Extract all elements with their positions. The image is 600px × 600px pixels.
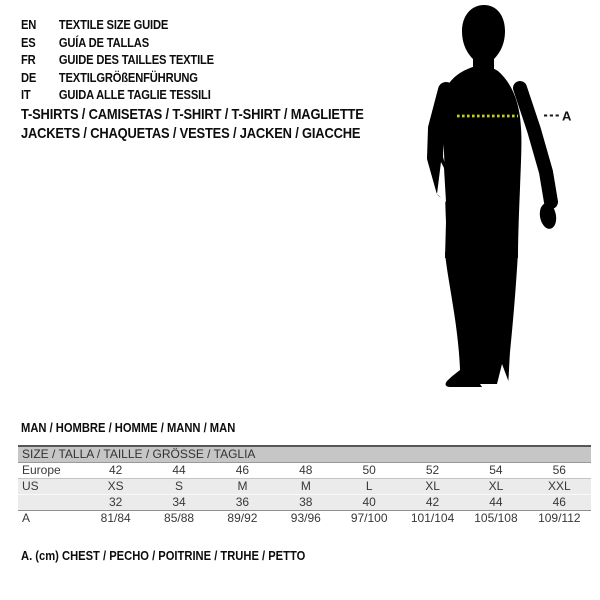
silhouette-torso <box>442 66 522 258</box>
language-title-list <box>21 16 245 104</box>
size-cell: 56 <box>552 463 566 477</box>
size-cell: 54 <box>489 463 503 477</box>
table-row <box>18 495 591 511</box>
size-cell: 85/88 <box>164 511 195 525</box>
size-cell: 44 <box>172 463 186 477</box>
size-table-body <box>18 463 591 527</box>
size-cell: M <box>300 479 311 493</box>
size-cell: M <box>237 479 248 493</box>
category-line-jackets: JACKETS / CHAQUETAS / VESTES / JACKEN / GIACCHE <box>21 124 361 142</box>
size-table-header-row <box>18 446 591 463</box>
row-label <box>18 495 84 511</box>
language-code: DE <box>21 69 37 85</box>
table-row <box>18 511 591 527</box>
language-code: ES <box>21 34 36 50</box>
size-cell: 40 <box>362 495 376 509</box>
size-cell: 38 <box>299 495 313 509</box>
language-row-de <box>21 69 245 87</box>
size-cell: 46 <box>235 463 250 477</box>
size-figure <box>400 0 600 420</box>
silhouette-head <box>462 5 505 72</box>
size-cell: 42 <box>425 495 440 509</box>
size-cell: XXL <box>547 479 571 493</box>
size-cell: 34 <box>172 495 186 509</box>
silhouette-right-arm <box>520 88 551 202</box>
garment-categories <box>21 106 420 143</box>
language-title: TEXTILGRÖßENFÜHRUNG <box>58 69 198 85</box>
silhouette-legs <box>445 252 518 384</box>
size-cell: 52 <box>425 463 440 477</box>
size-cell: XL <box>488 479 504 493</box>
language-code: IT <box>21 87 31 103</box>
category-line-tshirts: T-SHIRTS / CAMISETAS / T-SHIRT / T-SHIRT / MAGLIETTE <box>21 106 364 123</box>
language-title: GUIDE DES TAILLES TEXTILE <box>58 52 214 68</box>
row-label: A <box>22 511 31 525</box>
size-table <box>18 445 591 526</box>
size-cell: 32 <box>109 495 123 509</box>
size-cell: S <box>175 479 184 493</box>
language-row-es <box>21 34 245 52</box>
measure-label-a: A <box>562 108 572 124</box>
size-cell: 48 <box>299 463 313 477</box>
table-row <box>18 479 591 495</box>
size-cell: 97/100 <box>350 511 388 525</box>
size-cell: 89/92 <box>227 511 258 525</box>
size-cell: 101/104 <box>410 511 455 525</box>
language-code: EN <box>21 17 37 32</box>
language-row-it <box>21 86 245 104</box>
language-code: FR <box>21 52 36 68</box>
table-row <box>18 463 591 479</box>
language-title: GUIDA ALLE TAGLIE TESSILI <box>58 87 211 103</box>
measurement-footnote: A. (cm) CHEST / PECHO / POITRINE / TRUHE / PETTO <box>21 548 306 563</box>
language-row-en <box>21 16 245 34</box>
size-cell: L <box>365 479 373 493</box>
size-cell: XL <box>425 479 440 493</box>
man-silhouette <box>442 5 558 387</box>
size-cell: 36 <box>235 495 250 509</box>
size-cell: XS <box>107 479 124 493</box>
size-cell: 105/108 <box>474 511 518 525</box>
language-title: TEXTILE SIZE GUIDE <box>58 17 169 32</box>
size-cell: 50 <box>362 463 376 477</box>
row-label: US <box>22 479 39 493</box>
size-cell: 42 <box>109 463 123 477</box>
section-title-man: MAN / HOMBRE / HOMME / MANN / MAN <box>21 420 236 435</box>
size-cell: 109/112 <box>538 511 581 525</box>
row-label: Europe <box>22 463 61 477</box>
size-cell: 46 <box>552 495 566 509</box>
language-row-fr <box>21 51 245 69</box>
language-title: GUÍA DE TALLAS <box>58 34 149 50</box>
size-cell: 81/84 <box>100 511 131 525</box>
size-table-header: SIZE / TALLA / TAILLE / GRÖSSE / TAGLIA <box>18 446 591 463</box>
size-cell: 44 <box>489 495 503 509</box>
size-cell: 93/96 <box>290 511 321 525</box>
